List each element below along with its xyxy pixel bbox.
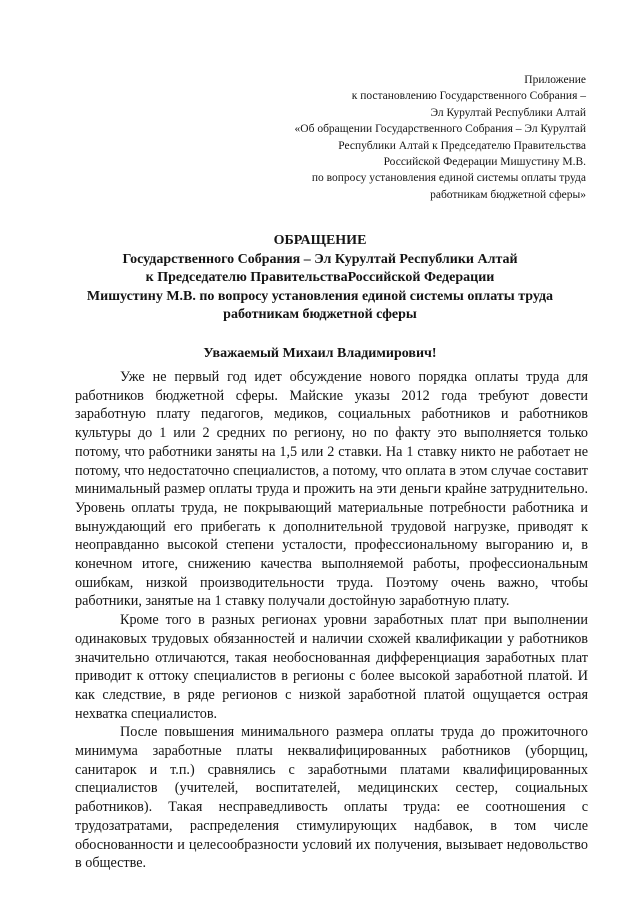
salutation: Уважаемый Михаил Владимирович!	[203, 346, 437, 361]
document-title	[0, 232, 640, 325]
body-paragraph: Кроме того в разных регионах уровни заработных плат при выполнении одинаковых трудовых обязанностей и наличии схожей квалификации у работников значительно отличаются, такая необоснованная дифференциация заработных плат приводит к оттоку специалистов в регионы с более высокой заработной платой. И как следствие, в ряде регионов с низкой заработной платой ощущается острая нехватка специалистов.	[75, 612, 588, 722]
appendix-line: по вопросу установления единой системы оплаты труда	[311, 172, 586, 185]
appendix-line: Эл Курултай Республики Алтай	[430, 106, 586, 119]
appendix-line: Приложение	[524, 74, 586, 86]
title-line: работникам бюджетной сферы	[223, 307, 417, 322]
title-line: Мишустину М.В. по вопросу установления единой системы оплаты труда	[86, 288, 554, 304]
body-paragraph: После повышения минимального размера оплаты труда до прожиточного минимума заработные платы неквалифицированных работников (уборщиц, санитарок и т.п.) сравнялись с заработными платами квалифицированных специалистов (учителей, воспитателей, медицинских сестер, социальных работников). Такая несправедливость оплаты труда: ее соотношения с трудозатратами, распределения стимулирующих надбавок, в том числе обоснованности и целесообразности условий их получения, вызывает недовольство в обществе.	[75, 724, 588, 872]
title-line: к Председателю ПравительстваРоссийской Федерации	[145, 270, 495, 285]
appendix-line: Российской Федерации Мишустину М.В.	[383, 156, 586, 169]
appendix-line: Республики Алтай к Председателю Правительства	[338, 139, 586, 152]
appendix-line: работникам бюджетной сферы»	[430, 188, 586, 201]
document-body	[75, 368, 588, 873]
body-paragraph: Уже не первый год идет обсуждение нового порядка оплаты труда для работников бюджетной сферы. Майские указы 2012 года требуют довести заработную плату педагогов, медиков, социальных работников и работников культуры до 1 или 2 средних по региону, но по факту это выполняется только потому, что работники заняты на 1,5 или 2 ставки. На 1 ставку никто не работает не потому, что недостаточно специалистов, а потому, что оплата в этом случае составит минимальный размер оплаты труда и прожить на эти деньги крайне затруднительно. Уровень оплаты труда, не покрывающий материальные потребности работника и вынуждающий его прибегать к дополнительной трудовой нагрузке, приводят к неоправданно высокой степени усталости, профессиональному выгоранию и, в конечном итоге, снижению качества выполняемой работы, профессиональным ошибкам, низкой производительности труда. Поэтому очень важно, чтобы работники, занятые на 1 ставку получали достойную заработную плату.	[75, 369, 588, 610]
appendix-line: «Об обращении Государственного Собрания – Эл Курултай	[294, 123, 586, 136]
appendix-header	[295, 72, 586, 203]
title-line: Государственного Собрания – Эл Курултай Республики Алтай	[122, 251, 518, 267]
title-heading: ОБРАЩЕНИЕ	[273, 233, 367, 248]
appendix-line: к постановлению Государственного Собрания –	[351, 90, 586, 103]
